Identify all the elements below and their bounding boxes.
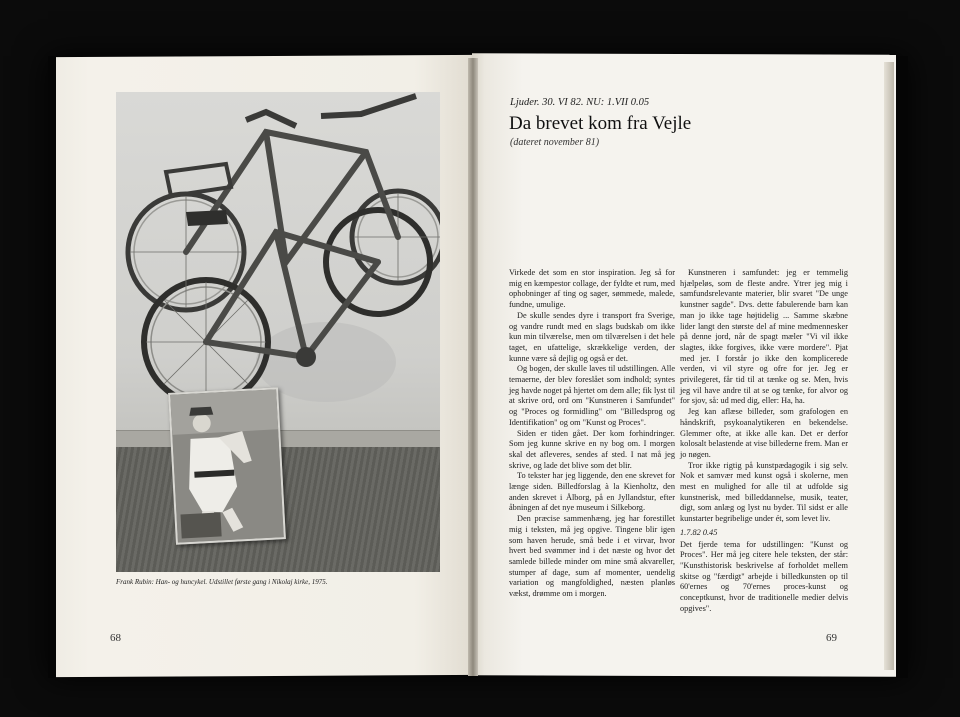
article-title: Da brevet kom fra Vejle xyxy=(509,113,692,134)
paragraph: De skulle sendes dyre i transport fra Sverige, og vandre rundt med en slags budskab om ikke kun min tilværelse, men om tilværelsen i det hele taget, en ufattelige, skrækkelige verden, der kunne være så dejlig og også er det. xyxy=(509,310,675,363)
paragraph: Den præcise sammenhæng, jeg har forestillet mig i teksten, må jeg opgive. Tingene blir igen som haven herude, små bede i et virvar, hvor hvert bed svømmer ind i det næste og hvor det samlede billede minder om mine små akvareller, stumper af dage, sum af momenter, uendelig variation og mangfoldighed, næsten planløs vækst, drømme om i morgen. xyxy=(509,514,675,599)
text-column-2 xyxy=(680,268,848,615)
bicycle-photo xyxy=(116,92,440,572)
photo-caption: Frank Rubin: Han- og huncykel. Udstillet første gang i Nikolaj kirke, 1975. xyxy=(116,578,328,586)
header-line: Ljuder. 30. VI 82. NU: 1.VII 0.05 xyxy=(510,97,650,108)
article-subtitle: (dateret november 81) xyxy=(510,137,600,148)
left-page-number: 68 xyxy=(110,632,121,644)
paragraph: Siden er tiden gået. Der kom forhindringer. Som jeg kunne skrive en ny bog om. I morgen skal det afleveres, sendes af sted. I nat må jeg skrive, og lade det blive som det blir. xyxy=(509,428,675,470)
paragraph: Virkede det som en stor inspiration. Jeg så for mig en kæmpestor collage, der fyldte et rum, med ophobninger af ting og sager, sømmede, malede, fundne, umulige. xyxy=(509,268,675,310)
paragraph: Og bogen, der skulle laves til udstillingen. Alle temaerne, der blev foreslået som indhold; syntes jeg havde noget på hjertet om dem alle; fik lyst til at skrive ord, ord om "Kunstneren i Samfundet" og "Proces og formidling" om "Billedsprog og Identifikation" og om "Kunst og Proces". xyxy=(509,364,675,427)
paragraph: Kunstneren i samfundet: jeg er temmelig hjælpeløs, som de fleste andre. Ytrer jeg mig i samfundsrelevante materier, blir svaret "De unge kunstner sagde". Dvs. dette fabulerende barn kan man jo ikke tage højtidelig ... Samme skæbne lider langt den største del af mine medmennesker på denne jord, når de spagt mæler "Vi vil ikke slagtes, ikke forgives, ikke være mordere". Pjat med jer. I forstår jo ikke den komplicerede verden, vi vil styre og ofre for jer. Jeg er privilegeret, får tid til at tænke og se. Men, hvis jeg vil have andre til at se og tænke, for alvor og for sjov, så: ud med dig, eller: Ha, ha. xyxy=(680,268,848,406)
text-column-1 xyxy=(509,268,675,600)
sailor-poster xyxy=(168,387,286,545)
book-gutter xyxy=(468,58,478,676)
dateline: 1.7.82 0.45 xyxy=(680,527,718,537)
paragraph: Jeg kan aflæse billeder, som grafologen en håndskrift, psykoanalytikeren en bekendelse. Glemmer ofte, at ikke alle kan. Det er derfor kolosalt belastende at vise billederne frem. Man er jo nøgen. xyxy=(680,407,848,459)
paragraph: Det fjerde tema for udstillingen: "Kunst og Proces". Her må jeg citere hele teksten, der står: "Kunsthistorisk beskrivelse af forholdet mellem skitse og "færdigt" arbejde i billedkunsten op til 60'ernes og 70'ernes proces-kunst og conceptkunst, hvor de traditionelle medier delvis opgives". xyxy=(680,539,848,613)
right-page-number: 69 xyxy=(826,632,837,644)
paragraph: Tror ikke rigtig på kunstpædagogik i sig selv. Nok et samvær med kunst også i skolerne, men mest en mulighed for alle til at udfolde sig kunstnerisk, med billeddannelse, musik, teater, digt, som anlæg og lyst nu byder. Til sidst er alle kunstarter begribelige under ét, som levet liv. xyxy=(680,460,848,524)
paragraph: To tekster har jeg liggende, den ene skrevet for længe siden. Billedforslag à la Kienholtz, den anden skrevet i Ålborg, på en Jyllandstur, efter åbningen af det nye museum i Silkeborg. xyxy=(509,471,675,513)
page-edge xyxy=(884,62,894,670)
